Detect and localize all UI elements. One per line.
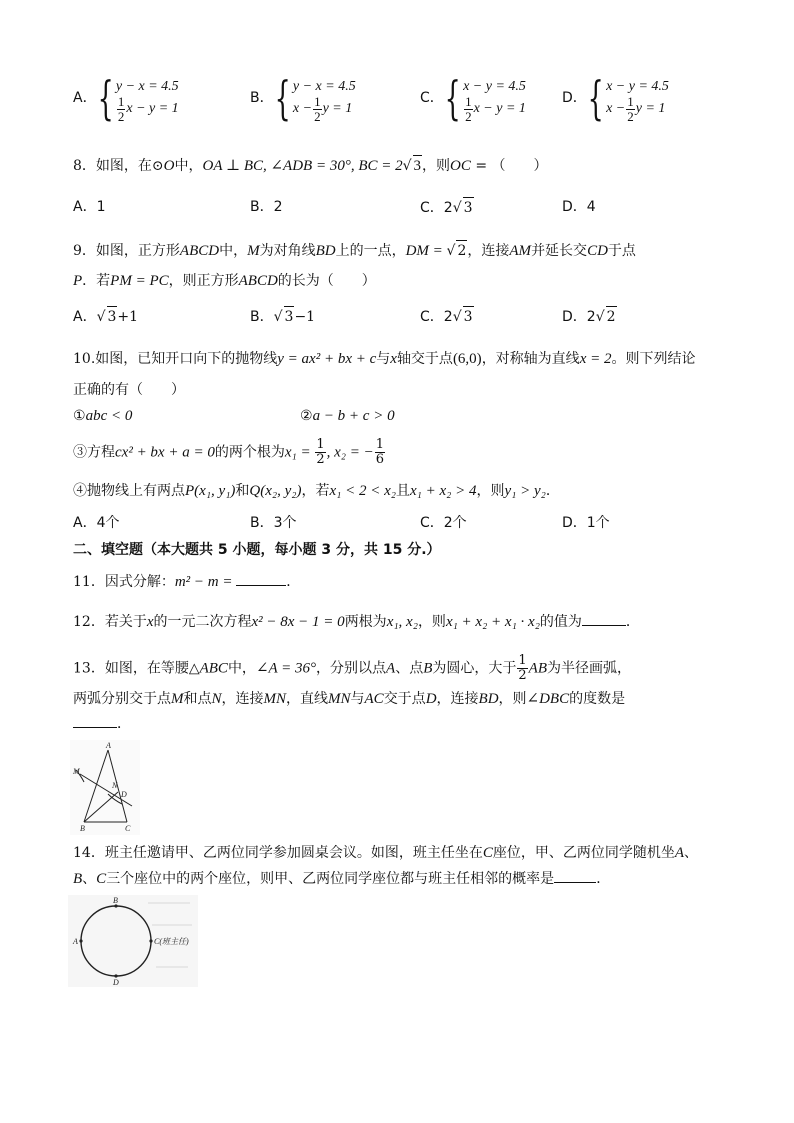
q10-fraction-half: $\frac{1}{2}$ [316, 437, 325, 467]
q7-option-d-row1: x − y = 4.5 [606, 79, 669, 94]
q7-option-b-brace: { [274, 71, 291, 125]
q7-option-d-fraction: $\frac{1}{2}$ [627, 93, 634, 124]
q7-option-d-row2-pre: x − [606, 101, 626, 116]
q7-option-c-brace: { [444, 71, 461, 125]
q12-stem: 12．若关于x的一元二次方程x² − 8x − 1 = 0两根为x₁, x₂，则x₁ + x₂ + x₁ · x₂的值为 ． [73, 614, 640, 630]
q7-option-c-fraction: $\frac{1}{2}$ [465, 93, 472, 124]
q14-seat-a [79, 939, 82, 942]
q13-label-a: A [106, 741, 111, 750]
q7-option-d-brace: { [587, 71, 604, 125]
q8-option-c: C．2√ 3 [420, 197, 474, 218]
q7-option-b-row2: y = 1 [322, 101, 353, 116]
q8-stem: 8．如图，在⊙O中，OA ⊥ BC, ∠ADB = 30°, BC = 2√ 3，则OC = （ ） [73, 155, 548, 176]
q7-option-c [420, 71, 526, 125]
q14-stem-line2: B、C三个座位中的两个座位，则甲、乙两位同学座位都与班主任相邻的概率是 ． [73, 871, 611, 887]
q10-option-b: B．3个 [250, 515, 297, 531]
q14-label-c: C(班主任) [154, 937, 189, 946]
q7-option-c-row1: x − y = 4.5 [463, 79, 526, 94]
q7-option-a [73, 71, 179, 125]
q7-option-a-letter: A． [73, 90, 97, 106]
q7-option-b-row2-pre: x − [292, 101, 313, 116]
q9-option-d: D．2√ 2 [562, 306, 617, 327]
q10-statement-4: ④抛物线上有两点P(x₁, y₁)和Q(x₂, y₂)，若x₁ < 2 < x₂且x₁ + x₂ > 4，则y₁ > y₂． [73, 483, 560, 499]
q8-option-b: B．2 [250, 199, 283, 215]
q8-option-d: D．4 [562, 199, 596, 215]
q13-label-c: C [125, 824, 131, 833]
q7-option-d [562, 71, 669, 125]
q8-oc: OC [450, 158, 471, 174]
q8-sqrt: 3 [413, 155, 423, 176]
section2-title: 二、填空题（本大题共 5 小题，每小题 3 分，共 15 分.） [73, 542, 441, 558]
q7-option-a-fraction: $\frac{1}{2}$ [117, 93, 125, 124]
q13-answer-line: ． [73, 714, 131, 734]
q9-option-b: B．√ 3−1 [250, 306, 315, 327]
q14-label-a: A [73, 937, 78, 946]
q7-option-b-row1: y − x = 4.5 [292, 79, 356, 94]
q11-answer-blank[interactable] [236, 585, 286, 586]
q8-condition: OA ⊥ BC, ∠ADB = 30°, BC = 2 [202, 158, 403, 174]
q13-answer-blank[interactable] [73, 727, 117, 728]
q14-round-table-figure [68, 895, 198, 987]
q8-circle-o: O [163, 158, 175, 174]
q9-option-c: C．2√ 3 [420, 306, 474, 327]
q13-stem-line2: 两弧分别交于点M和点N，连接MN，直线MN与AC交于点D，连接BD，则∠DBC的度数是 [73, 691, 626, 707]
q14-seat-c [149, 939, 152, 942]
q13-triangle-figure [70, 740, 140, 835]
q11-stem: 11．因式分解：m² − m = ． [73, 574, 301, 590]
q9-stem-line1: 9．如图，正方形ABCD中，M为对角线BD上的一点，DM = √ 2，连接AM并延长交CD于点 [73, 240, 636, 261]
q9-stem-line2: P．若PM = PC，则正方形ABCD的长为（ ） [73, 273, 376, 289]
q13-fraction-half: $\frac{1}{2}$ [518, 653, 527, 683]
q8-text-a: 8．如图，在⊙ [73, 158, 164, 174]
q13-label-m: M [73, 767, 80, 776]
q7-option-a-row1: y − x = 4.5 [115, 79, 179, 94]
q7-option-b [250, 71, 356, 125]
q8-option-a: A．1 [73, 199, 106, 215]
q14-stem-line1: 14．班主任邀请甲、乙两位同学参加圆桌会议。如图，班主任坐在C座位，甲、乙两位同学随机坐A、 [73, 845, 699, 861]
q7-option-b-fraction: $\frac{1}{2}$ [314, 93, 321, 124]
q10-stem-line2: 正确的有（ ） [73, 382, 185, 398]
q13-stem-line1: 13．如图，在等腰△ABC中，∠A = 36°，分别以点A、点B为圆心，大于 $\frac{1}{2}$ AB为半径画弧， [73, 653, 631, 683]
q7-option-d-row2: y = 1 [635, 101, 666, 116]
q9-option-a: A．√ 3+1 [73, 306, 138, 327]
q10-statement-1: ①abc < 0 [73, 408, 133, 424]
q14-label-d: D [113, 978, 119, 987]
q10-fraction-sixth: $\frac{1}{6}$ [375, 437, 385, 467]
q10-statement-3: ③方程cx² + bx + a = 0的两个根为x₁ = $\frac{1}{2}$ , x₂ = − $\frac{1}{6}$ [73, 437, 385, 467]
q13-label-b: B [80, 824, 85, 833]
q12-answer-blank[interactable] [582, 625, 626, 626]
q10-statement-2: ②a − b + c > 0 [300, 408, 395, 424]
q13-label-n: N [112, 781, 118, 790]
q7-option-d-letter: D． [562, 90, 587, 106]
q7-option-c-letter: C． [420, 90, 444, 106]
q10-option-a: A．4个 [73, 515, 120, 531]
q13-label-d: D [121, 790, 127, 799]
q7-option-a-brace: { [97, 71, 114, 125]
q14-answer-blank[interactable] [554, 882, 596, 883]
q10-option-d: D．1个 [562, 515, 610, 531]
q10-stem-line1: 10.如图，已知开口向下的抛物线y = ax² + bx + c与x轴交于点(6,0)，对称轴为直线x = 2。则下列结论 [73, 351, 696, 367]
q7-option-c-row2: x − y = 1 [473, 101, 526, 116]
q14-label-b: B [113, 896, 118, 905]
q10-option-c: C．2个 [420, 515, 467, 531]
q7-option-b-letter: B． [250, 90, 274, 106]
q7-option-a-row2: x − y = 1 [126, 101, 179, 116]
